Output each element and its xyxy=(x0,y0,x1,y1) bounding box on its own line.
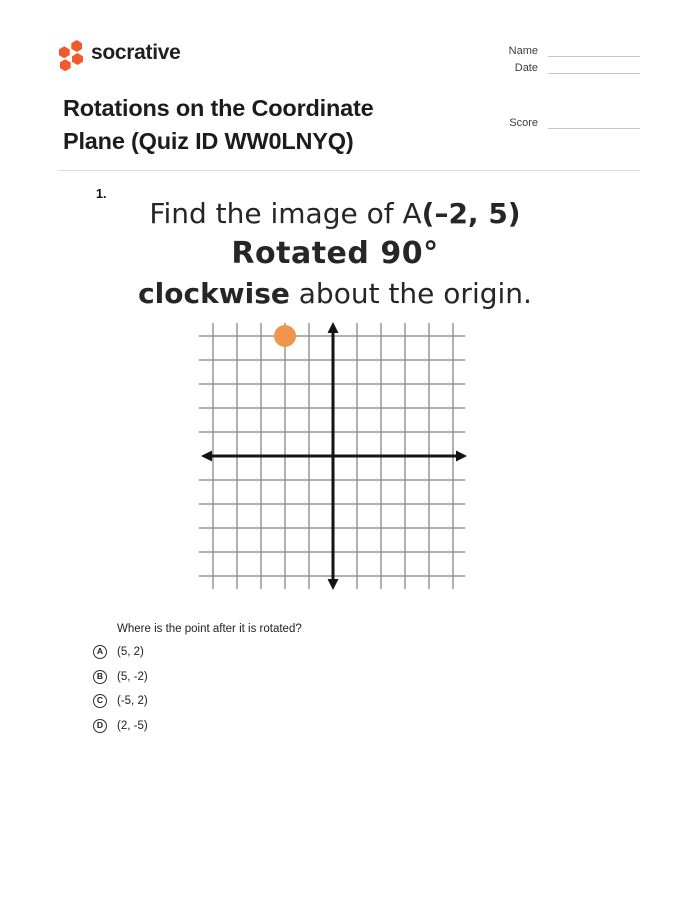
page-title xyxy=(63,92,513,158)
option-d-text: (2, -5) xyxy=(117,719,148,732)
question-line1-bold: (–2, 5) xyxy=(421,197,521,230)
option-a-text: (5, 2) xyxy=(117,646,144,658)
coordinate-grid xyxy=(196,318,472,595)
socrative-logo-icon xyxy=(58,39,87,72)
option-c xyxy=(93,694,148,708)
option-b-text: (5, -2) xyxy=(117,670,148,683)
logo-hexagon xyxy=(72,53,83,65)
question-line3-bold: clockwise xyxy=(138,277,290,310)
brand-name: socrative xyxy=(91,41,181,64)
answer-options xyxy=(93,645,148,743)
question-number: 1. xyxy=(96,187,107,201)
option-d xyxy=(93,719,148,733)
question-line3-regular: about the origin. xyxy=(289,277,532,310)
score-blank-line xyxy=(548,115,640,129)
option-b xyxy=(93,670,148,684)
question-image-text xyxy=(85,194,585,314)
divider xyxy=(58,170,640,171)
question-prompt: Where is the point after it is rotated? xyxy=(117,623,302,635)
option-b-bubble: B xyxy=(93,670,107,684)
date-field xyxy=(480,60,640,74)
option-d-bubble: D xyxy=(93,719,107,733)
option-c-text: (-5, 2) xyxy=(117,695,148,707)
page-title-line2: Plane (Quiz ID WW0LNYQ) xyxy=(63,128,354,154)
name-blank-line xyxy=(548,43,640,57)
question-line3 xyxy=(85,274,585,314)
question-line1-regular: Find the image of A xyxy=(149,197,422,230)
option-a xyxy=(93,645,148,659)
question-line2: Rotated 90° xyxy=(231,236,439,271)
option-a-bubble: A xyxy=(93,645,107,659)
option-c-bubble: C xyxy=(93,694,107,708)
page-title-line1: Rotations on the Coordinate xyxy=(63,95,374,121)
logo-hexagon xyxy=(60,59,71,71)
name-field xyxy=(480,43,640,57)
question-line1 xyxy=(85,194,585,234)
logo-hexagon xyxy=(59,46,70,58)
name-label: Name xyxy=(508,45,538,57)
logo-hexagon xyxy=(71,40,82,52)
score-label: Score xyxy=(509,117,538,129)
date-blank-line xyxy=(548,60,640,74)
date-label: Date xyxy=(514,62,538,74)
